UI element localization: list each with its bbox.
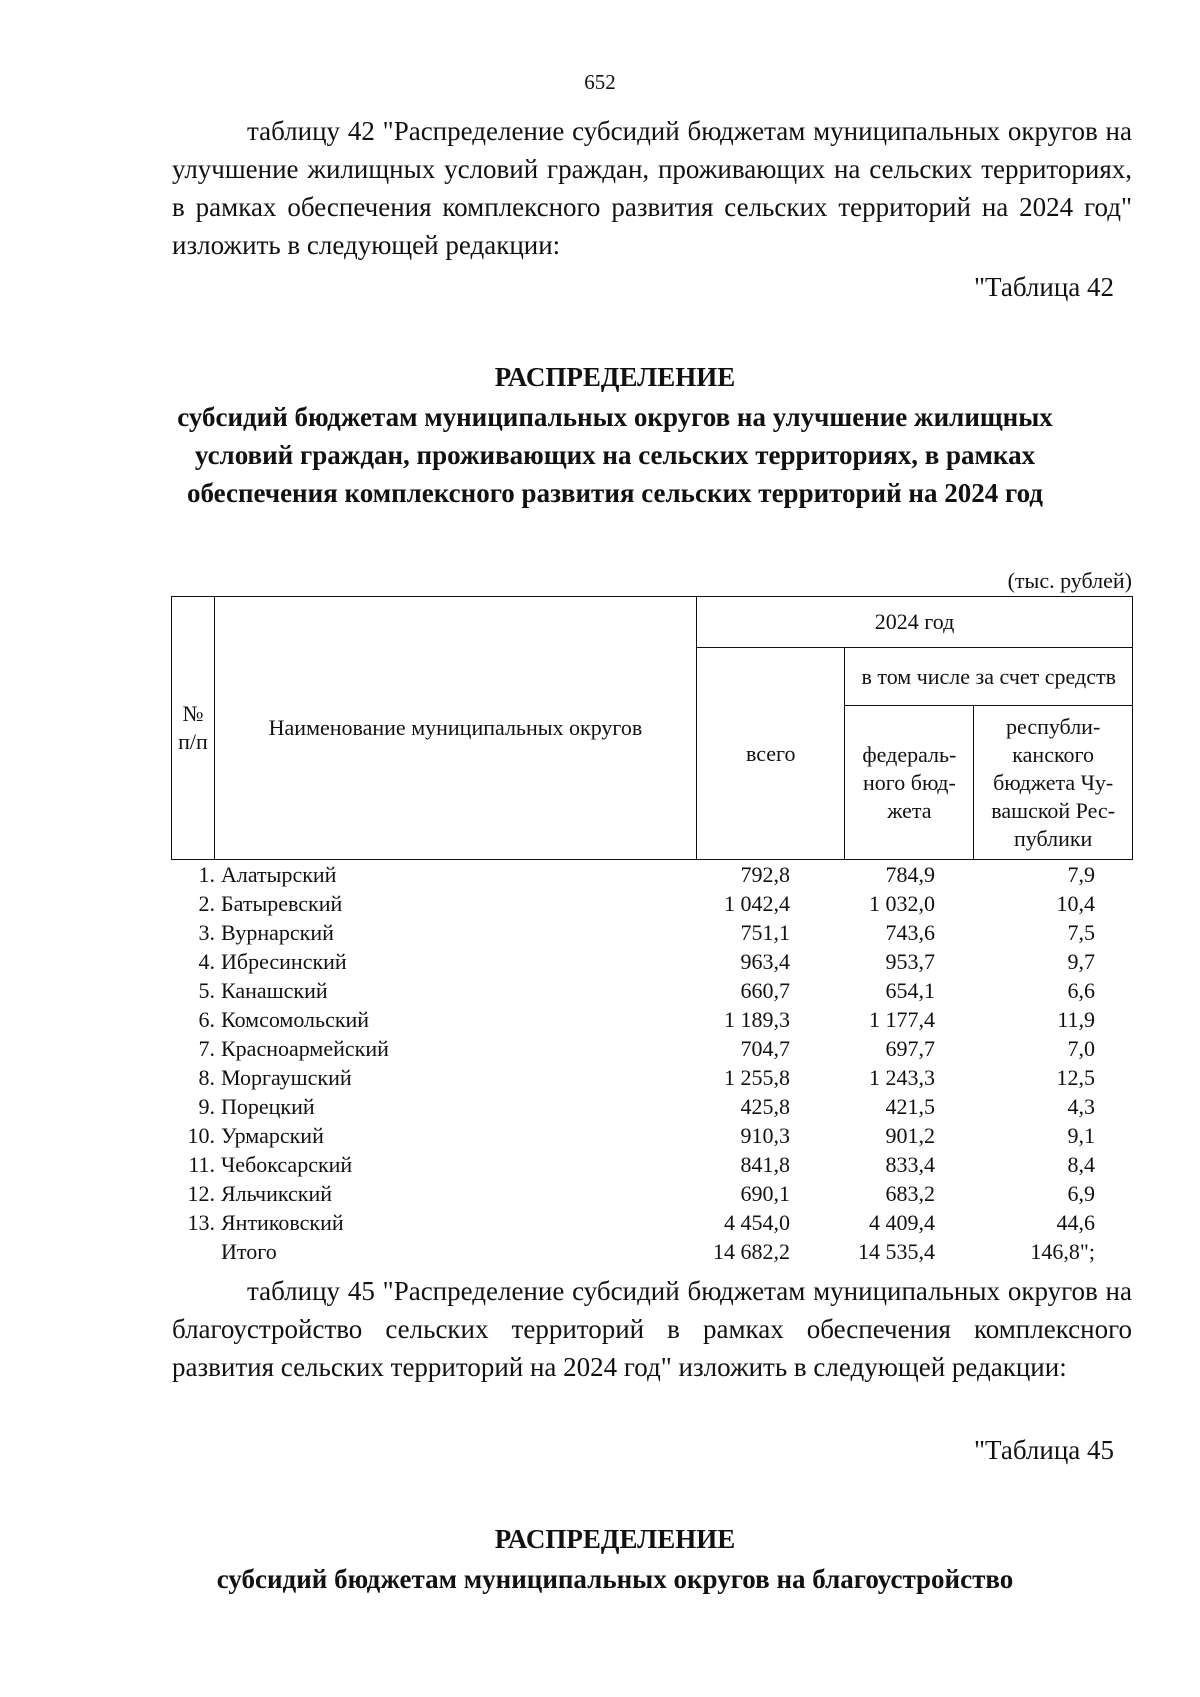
header-republic: республи-канского бюджета Чу-вашской Рес-публики <box>974 706 1133 860</box>
total-row-blank <box>171 1237 221 1266</box>
row-number: 1. <box>198 862 215 887</box>
table-row <box>171 947 1133 976</box>
row-name: Алатырский <box>221 862 337 887</box>
row-total: 425,8 <box>740 1094 790 1119</box>
table-row <box>171 1063 1133 1092</box>
row-federal: 743,6 <box>885 920 935 945</box>
table-row <box>171 1179 1133 1208</box>
row-total: 751,1 <box>740 920 790 945</box>
header-num: № п/п <box>172 597 215 860</box>
table-row <box>171 1208 1133 1237</box>
row-number: 8. <box>198 1065 215 1090</box>
table-row <box>171 918 1133 947</box>
row-total: 660,7 <box>740 978 790 1003</box>
units-label: (тыс. рублей) <box>1007 568 1132 593</box>
row-federal: 4 409,4 <box>869 1210 935 1235</box>
total-label: Итого <box>221 1239 277 1264</box>
row-number: 4. <box>198 949 215 974</box>
row-federal: 683,2 <box>885 1181 935 1206</box>
row-total: 4 454,0 <box>724 1210 790 1235</box>
row-republic: 7,9 <box>1067 862 1095 887</box>
row-name: Урмарский <box>221 1123 324 1148</box>
row-republic: 10,4 <box>1056 891 1095 916</box>
row-number: 5. <box>198 978 215 1003</box>
row-total: 1 189,3 <box>724 1007 790 1032</box>
second-paragraph: таблицу 45 "Распределение субсидий бюджетам муниципальных округов на благоустройство сельских территорий в рамках обеспечения комплексного развития сельских территорий на 2024 год" изложить в следующей редакции: <box>172 1276 1132 1382</box>
row-number: 6. <box>198 1007 215 1032</box>
row-federal: 953,7 <box>885 949 935 974</box>
total-row <box>171 1237 1133 1266</box>
row-name: Комсомольский <box>221 1007 370 1032</box>
row-total: 792,8 <box>740 862 790 887</box>
row-total: 963,4 <box>740 949 790 974</box>
page-number: 652 <box>584 70 616 94</box>
row-number: 13. <box>187 1210 215 1235</box>
total-republic: 146,8"; <box>1030 1239 1095 1264</box>
row-total: 910,3 <box>740 1123 790 1148</box>
row-federal: 901,2 <box>885 1123 935 1148</box>
row-number: 7. <box>198 1036 215 1061</box>
table-row <box>171 1150 1133 1179</box>
table-row <box>171 860 1133 889</box>
intro-paragraph: таблицу 42 "Распределение субсидий бюджетам муниципальных округов на улучшение жилищных условий граждан, проживающих на сельских территориях, в рамках обеспечения комплексного развития сельских территорий на 2024 год" изложить в следующей редакции: <box>172 116 1132 260</box>
row-republic: 12,5 <box>1056 1065 1095 1090</box>
row-republic: 4,3 <box>1067 1094 1095 1119</box>
row-total: 704,7 <box>740 1036 790 1061</box>
row-republic: 9,7 <box>1067 949 1095 974</box>
row-republic: 7,0 <box>1067 1036 1095 1061</box>
header-name: Наименование муниципальных округов <box>214 597 696 860</box>
heading-2-title: РАСПРЕДЕЛЕНИЕ <box>494 1524 736 1554</box>
row-number: 10. <box>187 1123 215 1148</box>
heading-2-subtitle: субсидий бюджетам муниципальных округов на благоустройство <box>216 1564 1014 1594</box>
row-name: Яльчикский <box>221 1181 332 1206</box>
row-republic: 6,6 <box>1067 978 1095 1003</box>
row-federal: 697,7 <box>885 1036 935 1061</box>
table-row <box>171 976 1133 1005</box>
row-number: 2. <box>198 891 215 916</box>
row-republic: 7,5 <box>1067 920 1095 945</box>
row-name: Чебоксарский <box>221 1152 353 1177</box>
table-42-reference: "Таблица 42 <box>974 272 1114 302</box>
table-row <box>171 1121 1133 1150</box>
heading-1-subtitle: субсидий бюджетам муниципальных округов на улучшение жилищных условий граждан, проживающих на сельских территориях, в рамках обеспечения комплексного развития сельских территорий на 2024 год <box>177 402 1053 508</box>
header-including: в том числе за счет средств <box>845 648 1133 706</box>
row-total: 1 042,4 <box>724 891 790 916</box>
row-name: Вурнарский <box>221 920 334 945</box>
row-name: Янтиковский <box>221 1210 344 1235</box>
row-federal: 784,9 <box>885 862 935 887</box>
row-federal: 421,5 <box>885 1094 935 1119</box>
row-name: Порецкий <box>221 1094 315 1119</box>
row-republic: 9,1 <box>1067 1123 1095 1148</box>
row-federal: 1 243,3 <box>869 1065 935 1090</box>
row-republic: 8,4 <box>1067 1152 1095 1177</box>
table-45-reference: "Таблица 45 <box>974 1435 1114 1465</box>
row-name: Красноармейский <box>221 1036 389 1061</box>
total-sum: 14 682,2 <box>713 1239 790 1264</box>
row-name: Батыревский <box>221 891 343 916</box>
heading-1-title: РАСПРЕДЕЛЕНИЕ <box>494 362 736 392</box>
row-number: 3. <box>198 920 215 945</box>
row-name: Ибресинский <box>221 949 347 974</box>
row-name: Моргаушский <box>221 1065 352 1090</box>
row-federal: 654,1 <box>885 978 935 1003</box>
row-federal: 1 032,0 <box>869 891 935 916</box>
data-rows <box>171 860 1133 1266</box>
total-federal: 14 535,4 <box>858 1239 935 1264</box>
table-row <box>171 1034 1133 1063</box>
row-number: 9. <box>198 1094 215 1119</box>
header-total: всего <box>697 648 845 860</box>
row-republic: 6,9 <box>1067 1181 1095 1206</box>
row-name: Канашский <box>221 978 328 1003</box>
table-header <box>171 596 1133 860</box>
row-republic: 44,6 <box>1056 1210 1095 1235</box>
header-federal: федераль-ного бюд-жета <box>845 706 974 860</box>
row-republic: 11,9 <box>1057 1007 1095 1032</box>
row-total: 690,1 <box>740 1181 790 1206</box>
row-total: 1 255,8 <box>724 1065 790 1090</box>
row-federal: 1 177,4 <box>869 1007 935 1032</box>
table-row <box>171 889 1133 918</box>
row-federal: 833,4 <box>885 1152 935 1177</box>
row-number: 12. <box>187 1181 215 1206</box>
row-number: 11. <box>188 1152 215 1177</box>
header-year: 2024 год <box>697 597 1133 648</box>
table-row <box>171 1005 1133 1034</box>
table-row <box>171 1092 1133 1121</box>
row-total: 841,8 <box>740 1152 790 1177</box>
